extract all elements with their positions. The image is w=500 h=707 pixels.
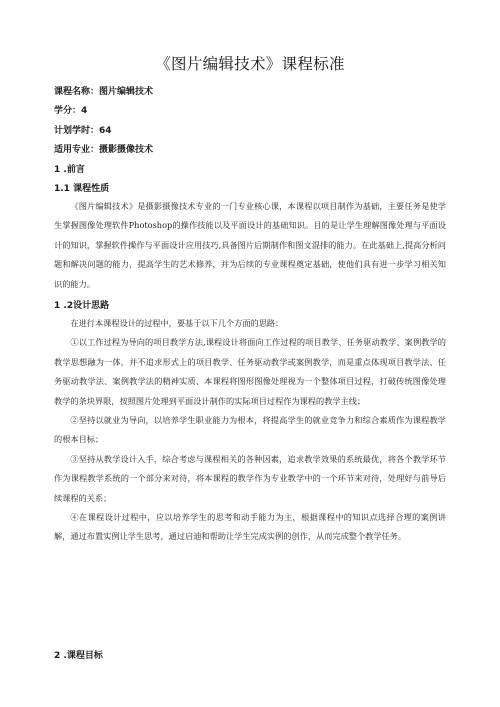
section-2-heading: 2 .课程目标: [54, 651, 103, 661]
section-1-2-heading: 1 .2设计思路: [54, 301, 110, 311]
section-1-2-body: [54, 314, 446, 547]
applicable-major: 适用专业：摄影摄像技术: [54, 145, 154, 155]
course-name: 课程名称：图片编辑技术: [54, 87, 154, 97]
course-nature-paragraph: 《图片编辑技术》是摄影摄像技术专业的一门专业核心课，本课程以项目制作为基础，主要任务是使学生掌握图像处理软件Photoshop的操作技能以及平面设计的基础知识。目的是让学生理解图像处理与平面设计的知识，掌握软件操作与平面设计应用技巧,具备图片后期制作和图文混排的能力。在此基础上,提高分析问题和解决问题的能力，提高学生的艺术修养，并为后续的专业课程奠定基础，使他们具有进一步学习相关知识的能力。: [54, 201, 446, 289]
design-intro-paragraph: 在进行本课程设计的过程中，要基于以下几个方面的思路：: [70, 318, 284, 328]
credits: 学分：4: [54, 106, 88, 116]
planned-hours: 计划学时：64: [54, 126, 112, 136]
design-item-4: ④在课程设计过程中，应以培养学生的思考和动手能力为主，根据课程中的知识点选择合理的案例讲解，通过布置实例让学生思考，通过启迪和帮助让学生完成实例的创作，从而完成整个教学任务。: [54, 512, 446, 542]
design-item-1: ①以工作过程为导向的项目教学方法,课程设计将面向工作过程的项目教学、任务驱动教学、案例教学的教学思想融为一体，并不追求形式上的项目教学、任务驱动教学或案例教学，而是重点体现项目教学法、任务驱动教学法、案例教学法的精神实质、本课程将图形图像处理视为一个整体项目过程，打破传统图像处理教学的条块界限，按照图片处理到平面设计制作的实际项目过程作为课程的教学主线；: [54, 337, 446, 406]
document-title: 《图片编辑技术》课程标准: [155, 55, 345, 73]
design-item-2: ②坚持以就业为导向，以培养学生职业能力为根本，将提高学生的就业竞争力和综合素质作为课程教学的根本目标；: [54, 415, 446, 445]
design-item-3: ③坚持从教学设计入手，综合考虑与课程相关的各种因素，追求教学效果的系统最优，将各个教学环节作为课程教学系统的一个部分来对待，将本课程的教学作为专业教学中的一个环节来对待，处理好与前导后续课程的关系；: [54, 453, 446, 503]
section-1-heading: 1 .前言: [54, 165, 85, 175]
section-1-1-heading: 1.1 课程性质: [54, 184, 110, 194]
section-1-1-body: [54, 197, 446, 294]
